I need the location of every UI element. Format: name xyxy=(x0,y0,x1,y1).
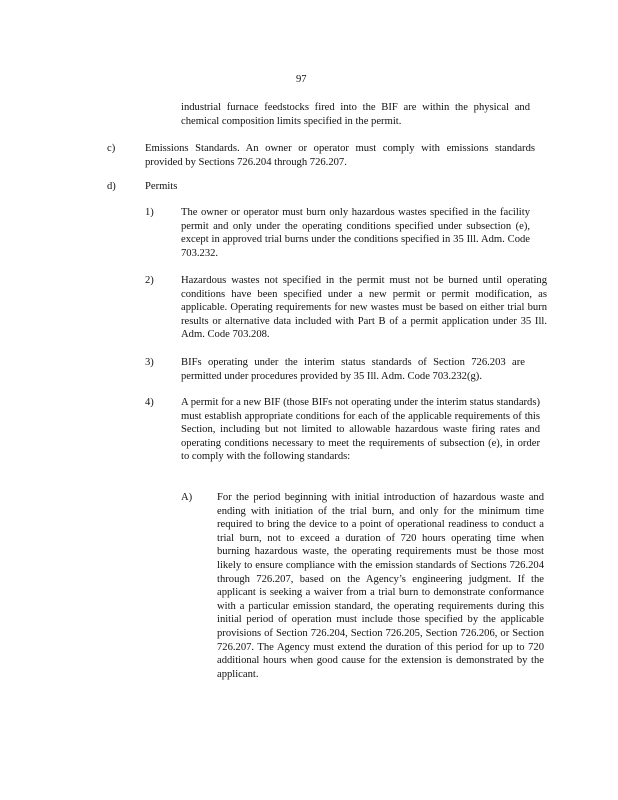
item-4-marker: 4) xyxy=(145,397,154,408)
section-c-marker: c) xyxy=(107,143,116,154)
item-2-marker: 2) xyxy=(145,275,154,286)
item-1-text: The owner or operator must burn only hazardous wastes specified in the facility permit and only under the operating conditions specified under subsection (e), except in approved trial burns under the conditions specified in 35 Ill. Adm. Code 703.232. xyxy=(181,207,530,259)
page-number: 97 xyxy=(296,74,307,85)
subitem-a-text: For the period beginning with initial introduction of hazardous waste and ending with initiation of the trial burn, and only for the minimum time required to bring the device to a point of operational readiness to conduct a trial burn, not to exceed a duration of 720 hours operating time when burning hazardous waste, the operating requirements must be those most likely to ensure compliance with the emission standards of Sections 726.204 through 726.207, based on the Agency’s engineering judgment. If the applicant is seeking a waiver from a trial burn to demonstrate conformance with a particular emission standard, the operating requirements during this initial period of operation must include those specified by the applicable provisions of Section 726.204, Section 726.205, Section 726.206, or Section 726.207. The Agency must extend the duration of this period for up to 720 additional hours when good cause for the extension is demonstrated by the applicant. xyxy=(217,492,544,680)
item-2-text: Hazardous wastes not specified in the permit must not be burned until operating conditions have been specified under a new permit or permit modification, as applicable. Operating requirements for new wastes must be based on either trial burn results or alternative data included with Part B of a permit application under 35 Ill. Adm. Code 703.208. xyxy=(181,275,547,341)
item-4-text: A permit for a new BIF (those BIFs not operating under the interim status standards) must establish appropriate conditions for each of the applicable requirements of this Section, including but not limited to allowable hazardous waste firing rates and operating conditions necessary to meet the requirements of subsection (e), in order to comply with the following standards: xyxy=(181,397,540,463)
section-d-title: Permits xyxy=(145,181,178,192)
continuation-paragraph: industrial furnace feedstocks fired into the BIF are within the physical and chemical composition limits specified in the permit. xyxy=(181,102,530,127)
item-1-marker: 1) xyxy=(145,207,154,218)
item-3-marker: 3) xyxy=(145,357,154,368)
subitem-a-marker: A) xyxy=(181,492,193,503)
section-c-text: Emissions Standards. An owner or operator must comply with emissions standards provided by Sections 726.204 through 726.207. xyxy=(145,143,535,168)
item-3-text: BIFs operating under the interim status standards of Section 726.203 are permitted under procedures provided by 35 Ill. Adm. Code 703.232(g). xyxy=(181,357,525,382)
section-d-marker: d) xyxy=(107,181,116,192)
